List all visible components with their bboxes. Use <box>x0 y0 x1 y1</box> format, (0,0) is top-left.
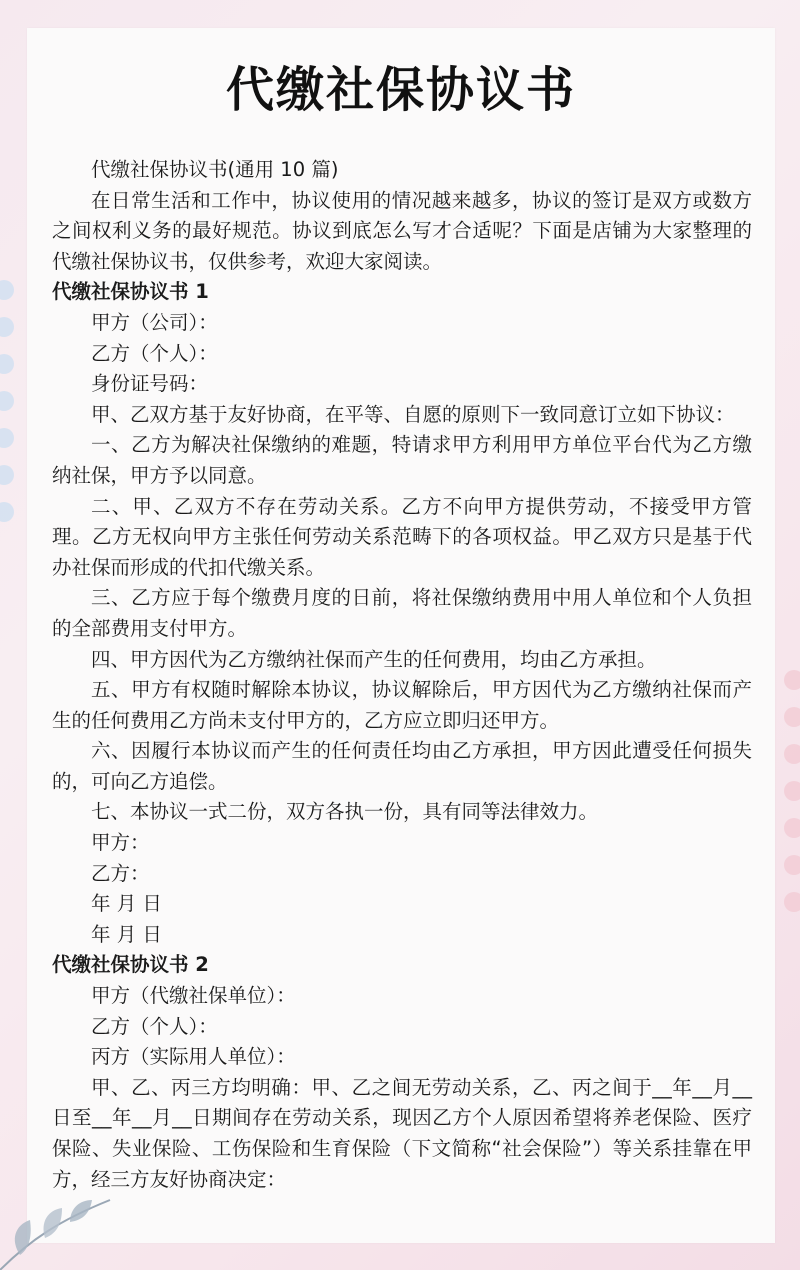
section-1-line: 二、甲、乙双方不存在劳动关系。乙方不向甲方提供劳动，不接受甲方管理。乙方无权向甲方主张任何劳动关系范畴下的各项权益。甲乙双方只是基于代办社保而形成的代扣代缴关系。 <box>52 494 752 579</box>
document-title: 代缴社保协议书 <box>225 62 576 118</box>
section-1-line: 乙方（个人）： <box>91 341 218 365</box>
section-1-line: 四、甲方因代为乙方缴纳社保而产生的任何费用，均由乙方承担。 <box>91 647 657 671</box>
intro-subtitle: 代缴社保协议书(通用 10 篇) <box>91 158 339 181</box>
document-body <box>52 155 752 1195</box>
left-decorative-dots <box>0 280 30 539</box>
section-2-line: 甲方（代缴社保单位）： <box>91 984 296 1008</box>
section-1-line: 五、甲方有权随时解除本协议，协议解除后，甲方因代为乙方缴纳社保而产生的任何费用乙方尚未支付甲方的，乙方应立即归还甲方。 <box>52 678 752 732</box>
signature-date: 年 月 日 <box>91 922 162 946</box>
document-page <box>27 28 775 1243</box>
section-1-line: 七、本协议一式二份，双方各执一份，具有同等法律效力。 <box>91 800 599 824</box>
section-2-line: 甲、乙、丙三方均明确：甲、乙之间无劳动关系，乙、丙之间于__年__月__日至__年__月__日期间存在劳动关系，现因乙方个人原因希望将养老保险、医疗保险、失业保险、工伤保险和生育保险（下文简称“社会保险”）等关系挂靠在甲方，经三方友好协商决定： <box>52 1075 752 1191</box>
section-2-line: 丙方（实际用人单位）： <box>91 1045 296 1069</box>
signature-party-b: 乙方： <box>91 861 150 885</box>
leaf-decoration-icon <box>0 1160 150 1270</box>
section-1-line: 甲、乙双方基于友好协商，在平等、自愿的原则下一致同意订立如下协议： <box>91 402 735 426</box>
section-1-line: 六、因履行本协议而产生的任何责任均由乙方承担，甲方因此遭受任何损失的，可向乙方追偿。 <box>52 739 752 793</box>
section-1-line: 甲方（公司）： <box>91 310 218 334</box>
signature-date: 年 月 日 <box>91 892 162 916</box>
signature-party-a: 甲方： <box>91 831 150 855</box>
section-2-heading: 代缴社保协议书 2 <box>52 953 209 977</box>
section-1-line: 身份证号码： <box>91 372 209 396</box>
intro-paragraph: 在日常生活和工作中，协议使用的情况越来越多，协议的签订是双方或数方之间权利义务的最好规范。协议到底怎么写才合适呢？下面是店铺为大家整理的代缴社保协议书，仅供参考，欢迎大家阅读。 <box>52 188 752 273</box>
section-1-heading: 代缴社保协议书 1 <box>52 280 209 304</box>
section-1-line: 一、乙方为解决社保缴纳的难题，特请求甲方利用甲方单位平台代为乙方缴纳社保，甲方予以同意。 <box>52 433 752 487</box>
section-1-line: 三、乙方应于每个缴费月度的日前，将社保缴纳费用中用人单位和个人负担的全部费用支付甲方。 <box>52 586 752 640</box>
section-2-line: 乙方（个人）： <box>91 1014 218 1038</box>
